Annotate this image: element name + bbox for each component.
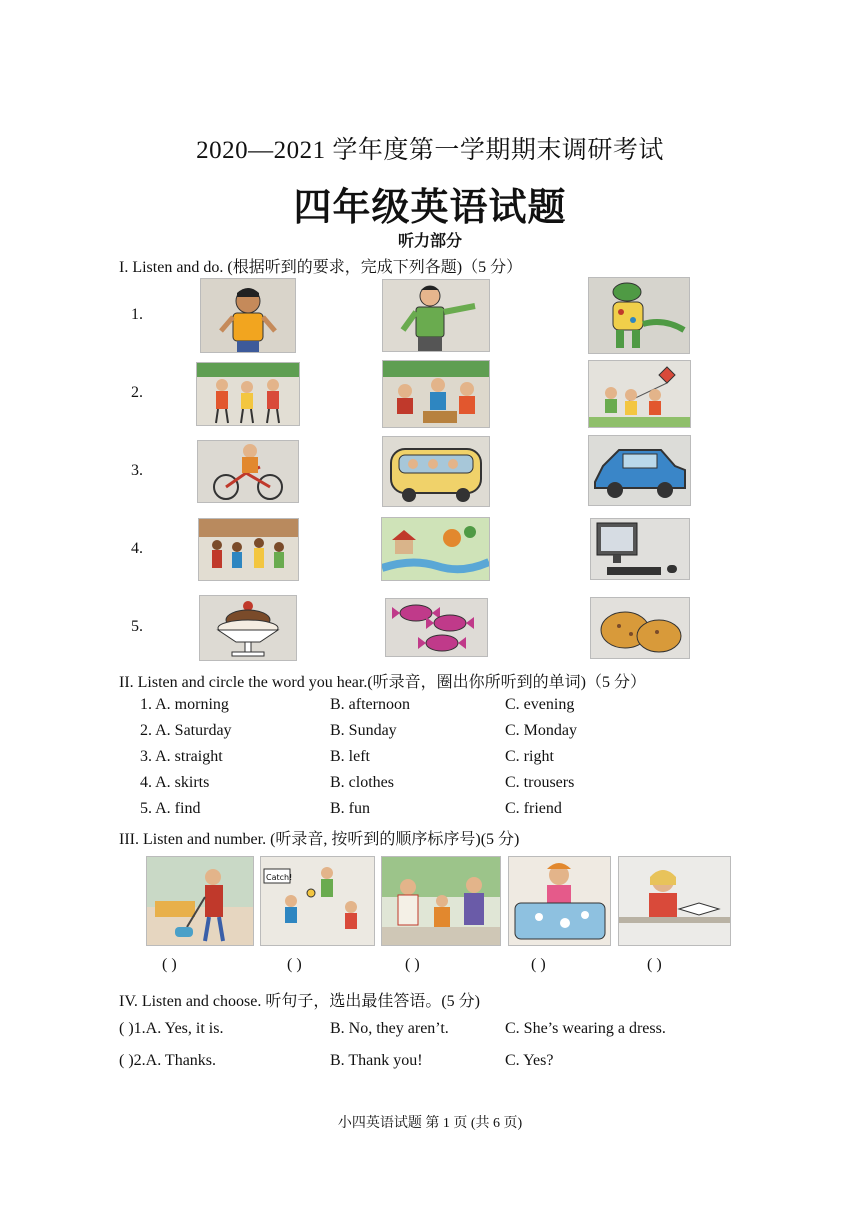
- catch-ball-image: [260, 856, 375, 946]
- answer-blank[interactable]: ( ): [287, 956, 302, 973]
- boy-in-shirt-image: [200, 278, 296, 353]
- answer-blank[interactable]: ( ): [531, 956, 546, 973]
- choice-b: B. No, they aren’t.: [330, 1020, 449, 1037]
- blue-car-image: [588, 435, 691, 506]
- catch-label: Catch!: [266, 873, 293, 882]
- man-in-green-image: [382, 279, 490, 352]
- option-a: 1. A. morning: [140, 696, 229, 713]
- option-c: C. Monday: [505, 722, 577, 739]
- kids-picnic-image: [382, 360, 490, 428]
- row-number: 1.: [131, 306, 143, 323]
- option-b: B. fun: [330, 800, 370, 817]
- section-3-heading: III. Listen and number. (听录音, 按听到的顺序标序号)(5 分): [119, 831, 520, 848]
- row-number: 5.: [131, 618, 143, 635]
- crocodile-image: [588, 277, 690, 354]
- option-a: 5. A. find: [140, 800, 201, 817]
- option-b: B. Sunday: [330, 722, 397, 739]
- family-kitchen-image: [381, 856, 501, 946]
- exam-title: 2020—2021 学年度第一学期期末调研考试: [196, 137, 664, 164]
- bus-image: [382, 436, 490, 507]
- option-b: B. clothes: [330, 774, 394, 791]
- street-crowd-image: [198, 518, 299, 581]
- answer-blank[interactable]: ( ): [647, 956, 662, 973]
- option-a: 3. A. straight: [140, 748, 223, 765]
- girl-reading-image: [618, 856, 731, 946]
- park-map-image: [381, 517, 490, 581]
- option-c: C. friend: [505, 800, 562, 817]
- option-c: C. trousers: [505, 774, 575, 791]
- choice-b: B. Thank you!: [330, 1052, 423, 1069]
- section-4-heading: IV. Listen and choose. 听句子，选出最佳答语。(5 分): [119, 993, 481, 1010]
- option-c: C. evening: [505, 696, 575, 713]
- choice-c: C. She’s wearing a dress.: [505, 1020, 666, 1037]
- page-footer: 小四英语试题 第 1 页 (共 6 页): [337, 1116, 523, 1131]
- row-number: 2.: [131, 384, 143, 401]
- row-number: 4.: [131, 540, 143, 557]
- kids-kite-image: [588, 360, 691, 428]
- kids-walking-image: [196, 362, 300, 426]
- choice-c: C. Yes?: [505, 1052, 554, 1069]
- ice-cream-image: [199, 595, 297, 661]
- computer-image: [590, 518, 690, 580]
- paper-title: 四年级英语试题: [293, 185, 567, 229]
- option-b: B. left: [330, 748, 370, 765]
- answer-blank[interactable]: ( ): [405, 956, 420, 973]
- vacuum-cleaning-image: [146, 856, 254, 946]
- row-number: 3.: [131, 462, 143, 479]
- section-2-heading: II. Listen and circle the word you hear.(听录音，圈出你所听到的单词)（5 分）: [119, 674, 647, 691]
- option-a: 4. A. skirts: [140, 774, 210, 791]
- choice-a: ( )2.A. Thanks.: [119, 1052, 217, 1069]
- section-1-heading: I. Listen and do. (根据听到的要求，完成下列各题)（5 分）: [119, 259, 523, 276]
- girl-washing-image: [508, 856, 611, 946]
- option-c: C. right: [505, 748, 554, 765]
- candy-image: [385, 598, 488, 657]
- option-a: 2. A. Saturday: [140, 722, 232, 739]
- choice-a: ( )1.A. Yes, it is.: [119, 1020, 224, 1037]
- answer-blank[interactable]: ( ): [162, 956, 177, 973]
- man-on-bike-image: [197, 440, 299, 503]
- part-title: 听力部分: [397, 231, 462, 250]
- potatoes-image: [590, 597, 690, 659]
- option-b: B. afternoon: [330, 696, 410, 713]
